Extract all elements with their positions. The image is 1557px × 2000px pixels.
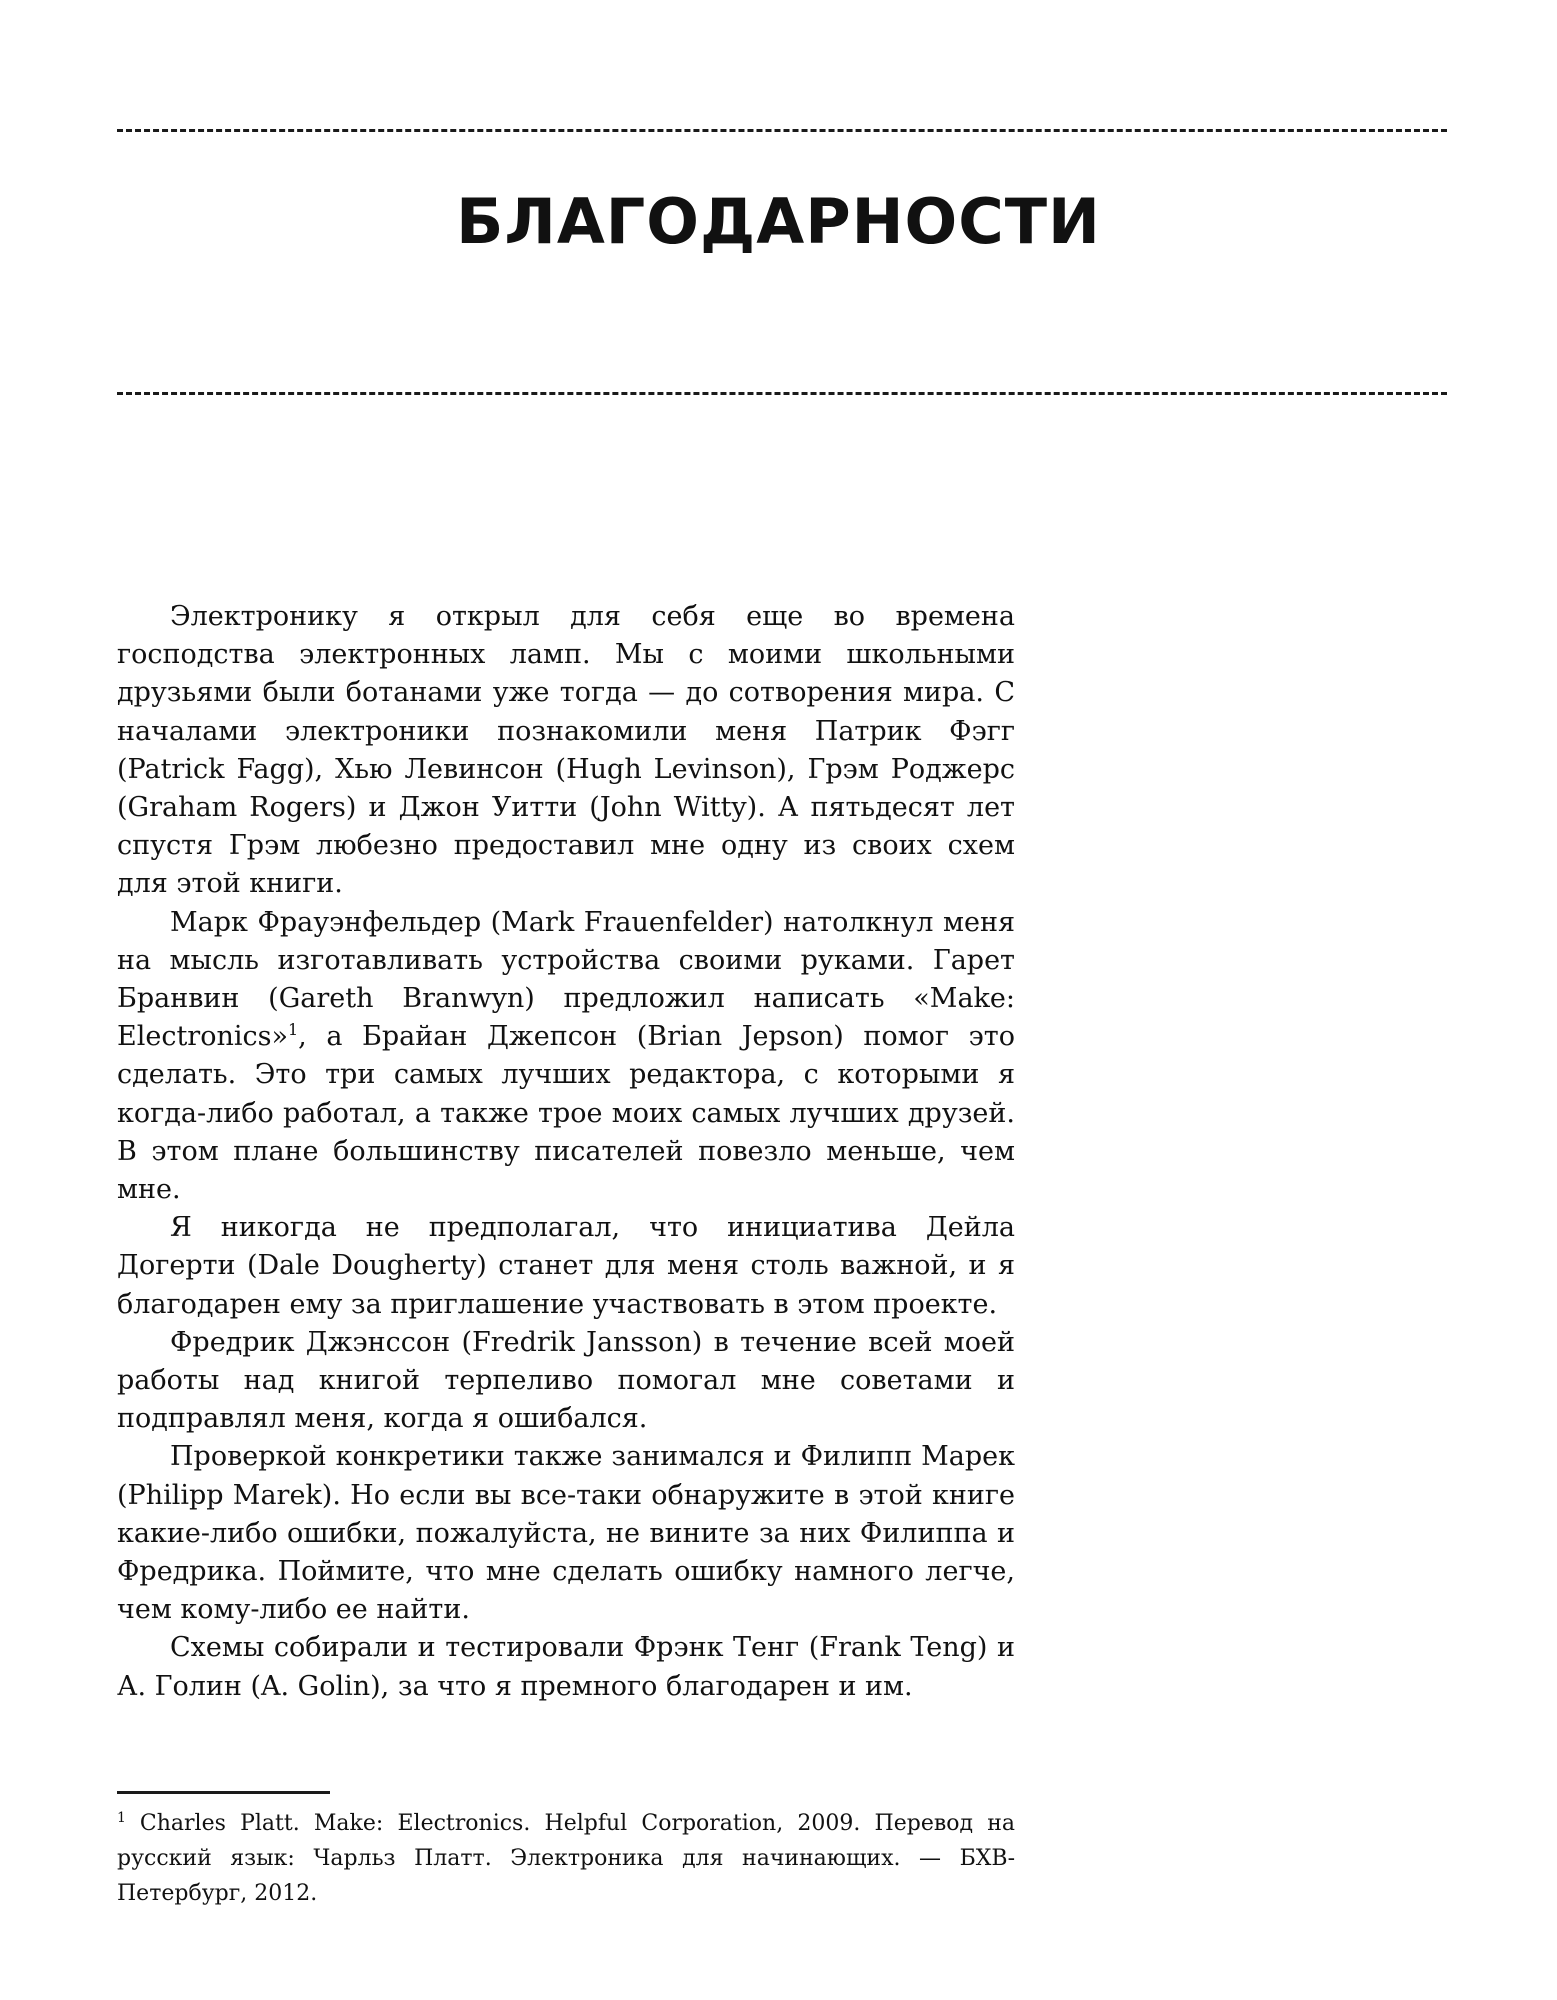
paragraph-3: Я никогда не предполагал, что инициатива Дейла Догерти (Dale Dougherty) станет для меня столь важной, и я благодарен ему за приглашение участвовать в этом проекте.	[117, 1212, 1015, 1320]
paragraph-4: Фредрик Джэнссон (Fredrik Jansson) в течение всей моей работы над книгой терпеливо помогал мне советами и подправлял меня, когда я ошибался.	[117, 1326, 1015, 1435]
paragraph-2-text-before: Марк Фрауэнфельдер (Mark Frauenfelder) натолкнул меня на мысль изготавливать устройства своими руками. Гарет Бранвин (Gareth Branwyn) предложил написать «Make: Electronics»	[117, 906, 1015, 1053]
footnote-separator	[117, 1791, 330, 1794]
page-title: БЛАГОДАРНОСТИ	[456, 185, 1101, 258]
paragraph-5: Проверкой конкретики также занимался и Филипп Марек (Philipp Marek). Но если вы все-таки обнаружите в этой книге какие-либо ошибки, пожалуйста, не вините за них Филиппа и Фредрика. Поймите, что мне сделать ошибку намного легче, чем кому-либо ее найти.	[117, 1441, 1015, 1626]
bottom-dashed-rule	[117, 392, 1447, 395]
footnote-number: 1	[117, 1809, 126, 1826]
footnote-text: Charles Platt. Make: Electronics. Helpful Corporation, 2009. Перевод на русский язык: Чарльз Платт. Электроника для начинающих. — БХВ-Петербург, 2012.	[117, 1811, 1015, 1906]
paragraph-1: Электронику я открыл для себя еще во времена господства электронных ламп. Мы с моими школьными друзьями были ботанами уже тогда — до сотворения мира. С началами электроники познакомили меня Патрик Фэгг (Patrick Fagg), Хью Левинсон (Hugh Levinson), Грэм Роджерс (Graham Rogers) и Джон Уитти (John Witty). А пятьдесят лет спустя Грэм любезно предоставил мне одну из своих схем для этой книги.	[117, 601, 1015, 900]
footnote-reference[interactable]: 1	[287, 1020, 299, 1040]
paragraph-6: Схемы собирали и тестировали Фрэнк Тенг (Frank Teng) и А. Голин (A. Golin), за что я премного благодарен и им.	[117, 1632, 1015, 1702]
body-text	[117, 598, 1015, 1706]
footnote	[117, 1806, 1015, 1911]
top-dashed-rule	[117, 129, 1447, 132]
paragraph-2-text-after: , а Брайан Джепсон (Brian Jepson) помог это сделать. Это три самых лучших редактора, с которыми я когда-либо работал, а также трое моих самых лучших друзей. В этом плане большинству писателей повезло меньше, чем мне.	[117, 1021, 1015, 1206]
paragraph-2	[117, 904, 1015, 1210]
